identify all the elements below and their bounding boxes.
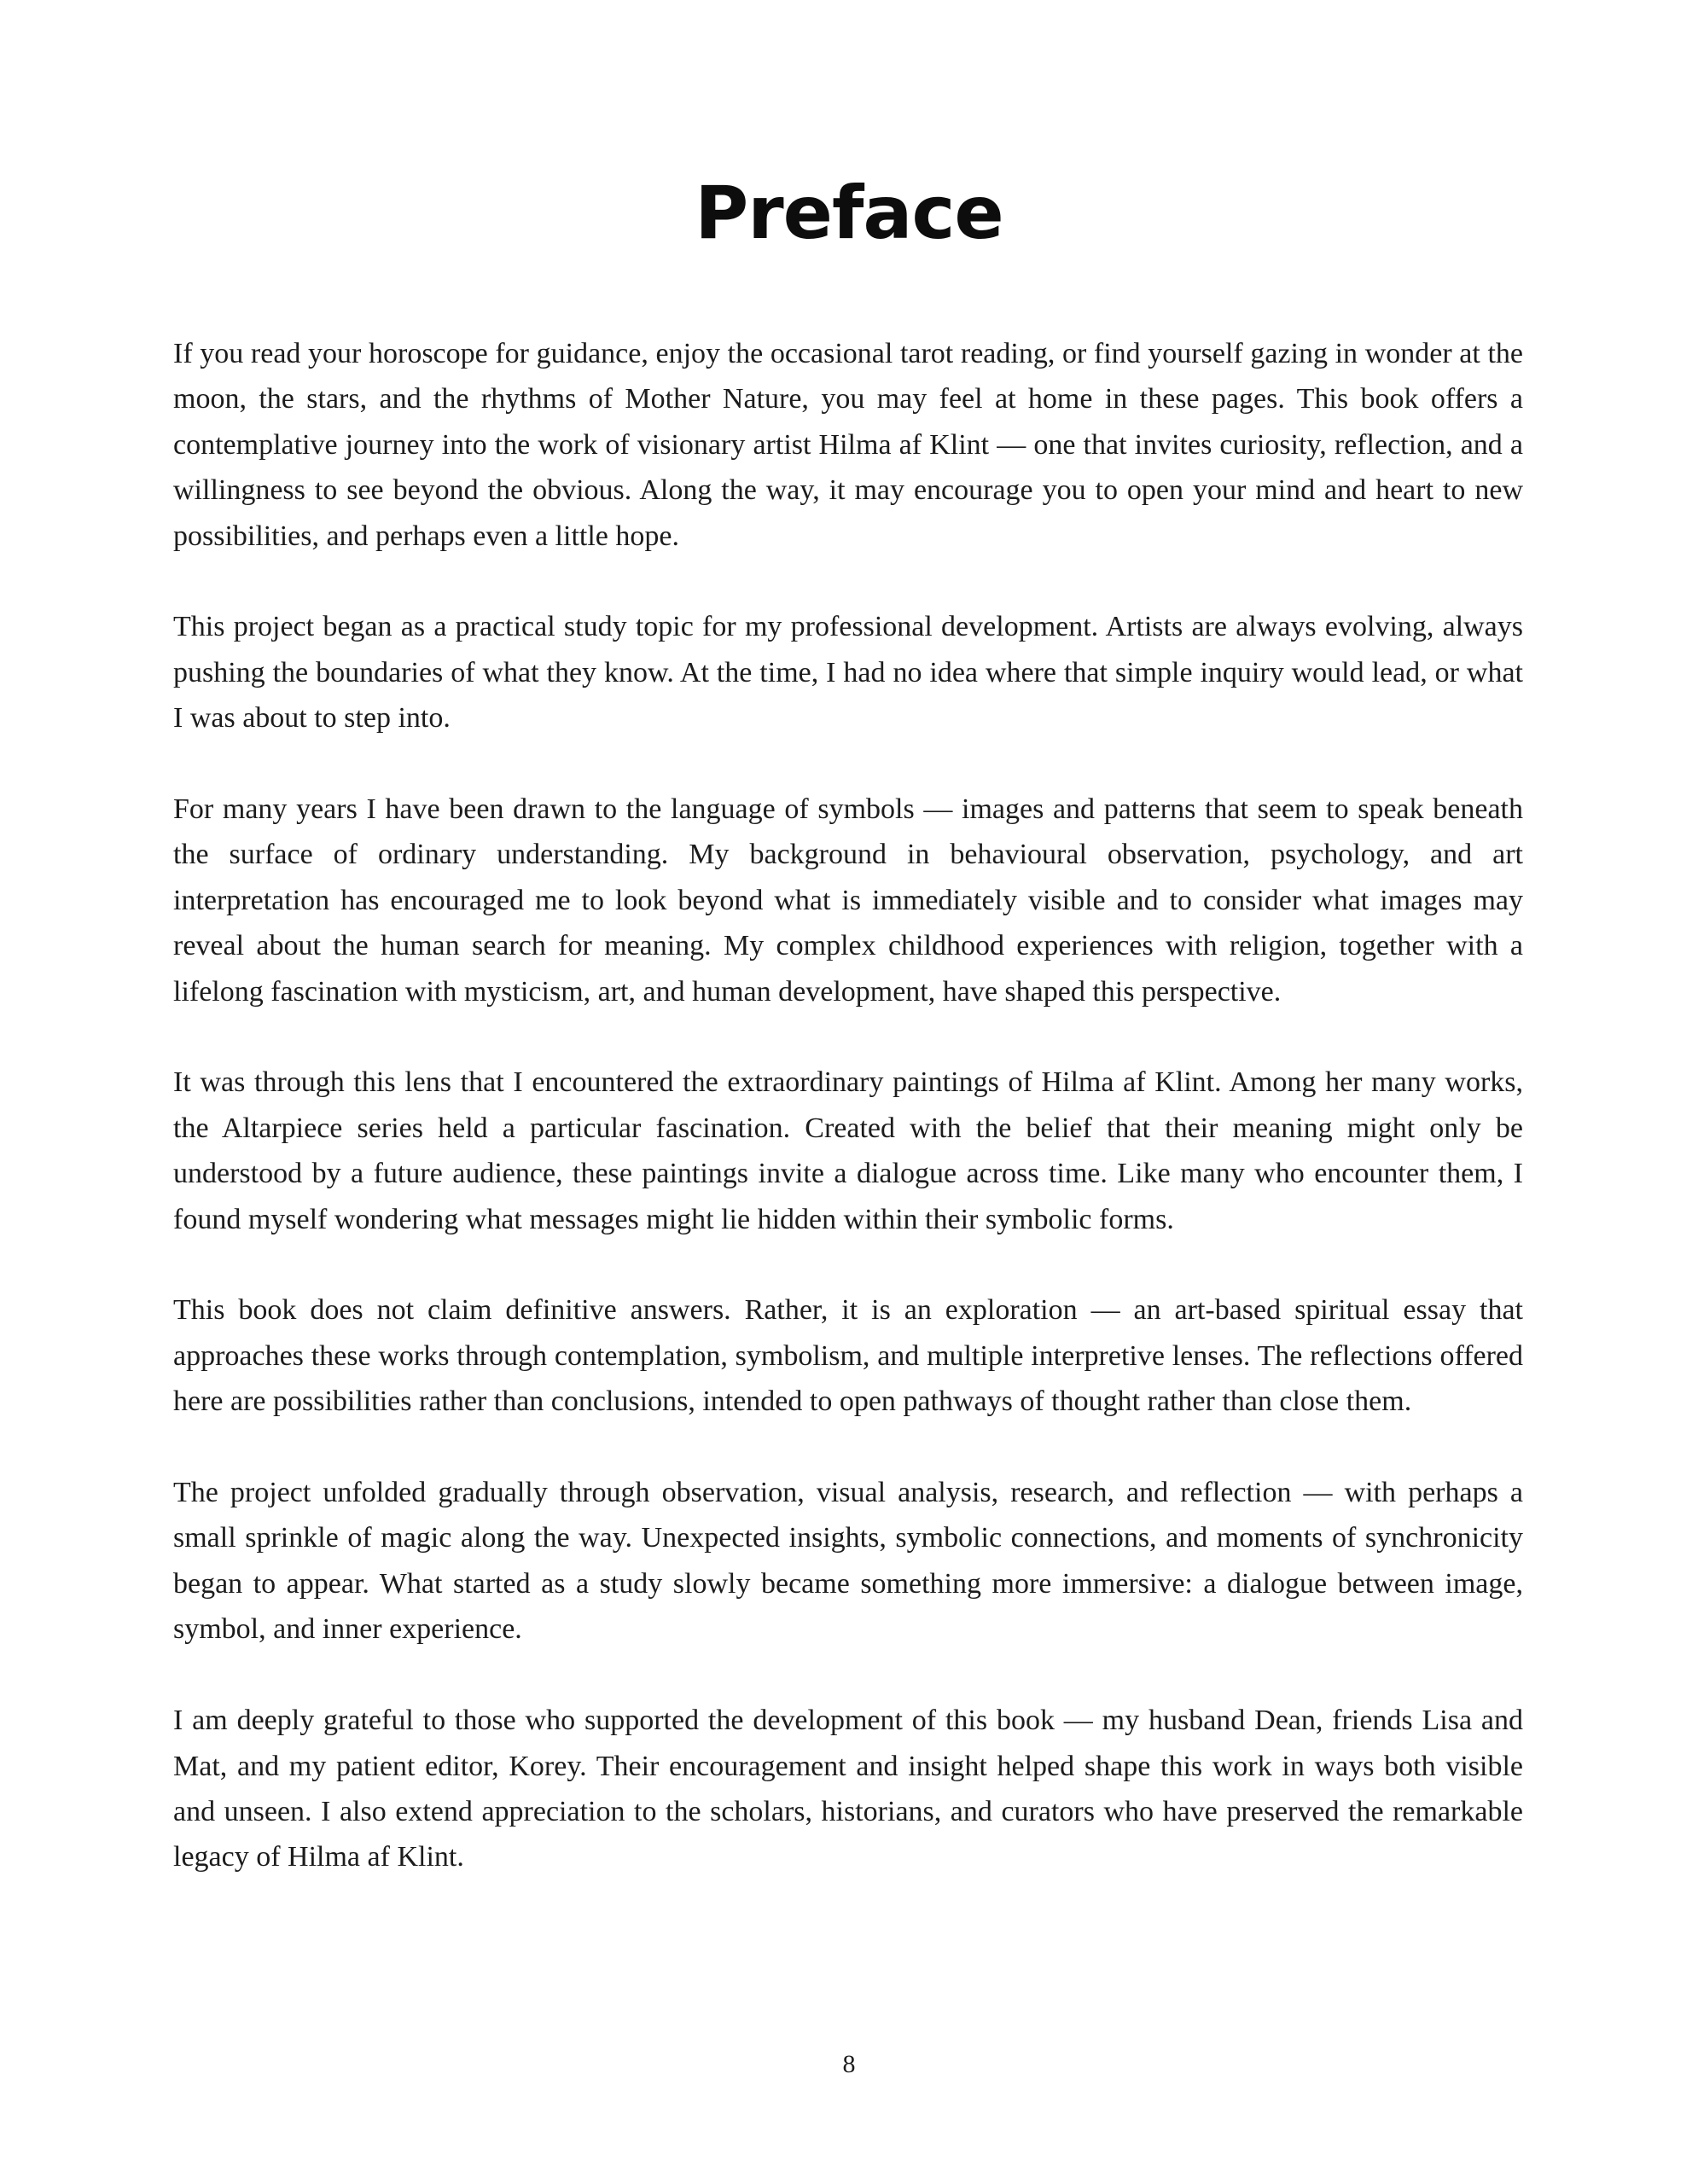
paragraph-6: The project unfolded gradually through observation, visual analysis, research, and reflection — with perhaps a small sprinkle of magic along the way. Unexpected insights, symbolic connections, and moments of synchronicity began to appear. What started as a study slowly became something more immersive: a dialogue between image, symbol, and inner experience. <box>173 1477 1523 1646</box>
paragraph-5: This book does not claim definitive answers. Rather, it is an exploration — an art-based spiritual essay that approaches these works through contemplation, symbolism, and multiple interpretive lenses. The reflections offered here are possibilities rather than conclusions, intended to open pathways of thought rather than close them. <box>173 1294 1523 1418</box>
page-number: 8 <box>842 2050 856 2078</box>
paragraph-2: This project began as a practical study topic for my professional development. Artists are always evolving, always pushing the boundaries of what they know. At the time, I had no idea where that simple inquiry would lead, or what I was about to step into. <box>173 611 1523 735</box>
preface-body <box>173 331 1523 1880</box>
page-title: Preface <box>695 171 1003 256</box>
paragraph-7: I am deeply grateful to those who supported the development of this book — my husband Dean, friends Lisa and Mat, and my patient editor, Korey. Their encouragement and insight helped shape this work in ways both visible and unseen. I also extend appreciation to the scholars, historians, and curators who have preserved the remarkable legacy of Hilma af Klint. <box>173 1705 1523 1873</box>
paragraph-3: For many years I have been drawn to the language of symbols — images and patterns that seem to speak beneath the surface of ordinary understanding. My background in behavioural observation, psychology, and art interpretation has encouraged me to look beyond what is immediately visible and to consider what images may reveal about the human search for meaning. My complex childhood experiences with religion, together with a lifelong fascination with mysticism, art, and human development, have shaped this perspective. <box>173 793 1523 1008</box>
paragraph-1: If you read your horoscope for guidance, enjoy the occasional tarot reading, or find yourself gazing in wonder at the moon, the stars, and the rhythms of Mother Nature, you may feel at home in these pages. This book offers a contemplative journey into the work of visionary artist Hilma af Klint — one that invites curiosity, reflection, and a willingness to see beyond the obvious. Along the way, it may encourage you to open your mind and heart to new possibilities, and perhaps even a little hope. <box>173 338 1523 552</box>
paragraph-4: It was through this lens that I encountered the extraordinary paintings of Hilma af Klint. Among her many works, the Altarpiece series held a particular fascination. Created with the belief that their meaning might only be understood by a future audience, these paintings invite a dialogue across time. Like many who encounter them, I found myself wondering what messages might lie hidden within their symbolic forms. <box>173 1066 1523 1235</box>
